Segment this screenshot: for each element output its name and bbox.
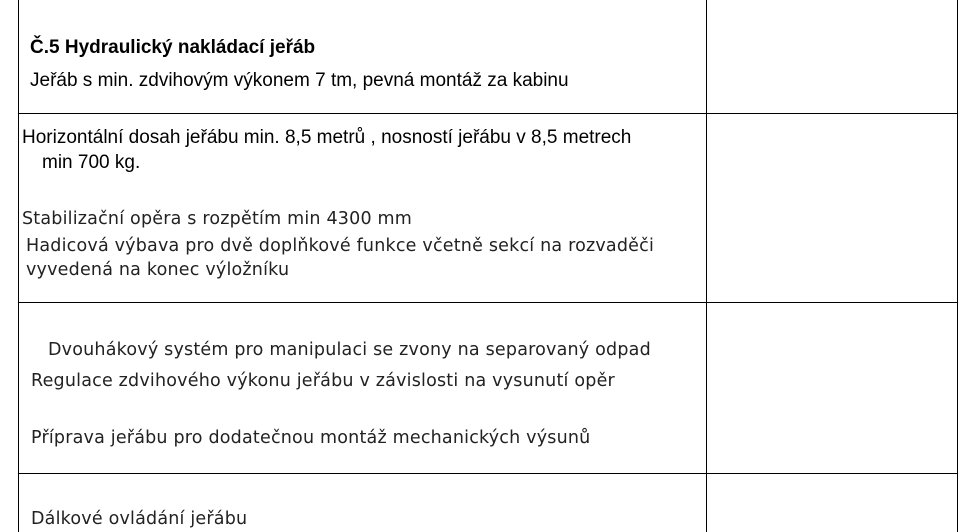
row-text: Regulace zdvihového výkonu jeřábu v závislosti na vysunutí opěr <box>31 371 615 391</box>
row-divider-3 <box>18 473 958 474</box>
row-divider-1 <box>18 113 958 114</box>
row-text: vyvedená na konec výložníku <box>26 260 290 280</box>
row-text: Horizontální dosah jeřábu min. 8,5 metrů , nosností jeřábu v 8,5 metrech <box>22 127 632 148</box>
table-right-border <box>957 0 958 532</box>
table-left-border <box>18 0 19 532</box>
table-column-divider <box>706 0 707 532</box>
section-title: Č.5 Hydraulický nakládací jeřáb <box>30 37 316 58</box>
row-text: Hadicová výbava pro dvě doplňkové funkce včetně sekcí na rozvaděči <box>26 236 655 256</box>
row-text: Stabilizační opěra s rozpětím min 4300 mm <box>22 209 413 229</box>
row-text: Dvouhákový systém pro manipulaci se zvony na separovaný odpad <box>48 340 651 360</box>
row-divider-2 <box>18 302 958 303</box>
row-text: Dálkové ovládání jeřábu <box>31 509 248 529</box>
row-text: min 700 kg. <box>42 152 141 173</box>
row-text: Příprava jeřábu pro dodatečnou montáž mechanických výsunů <box>31 428 591 448</box>
row-text: Jeřáb s min. zdvihovým výkonem 7 tm, pevná montáž za kabinu <box>30 70 569 91</box>
